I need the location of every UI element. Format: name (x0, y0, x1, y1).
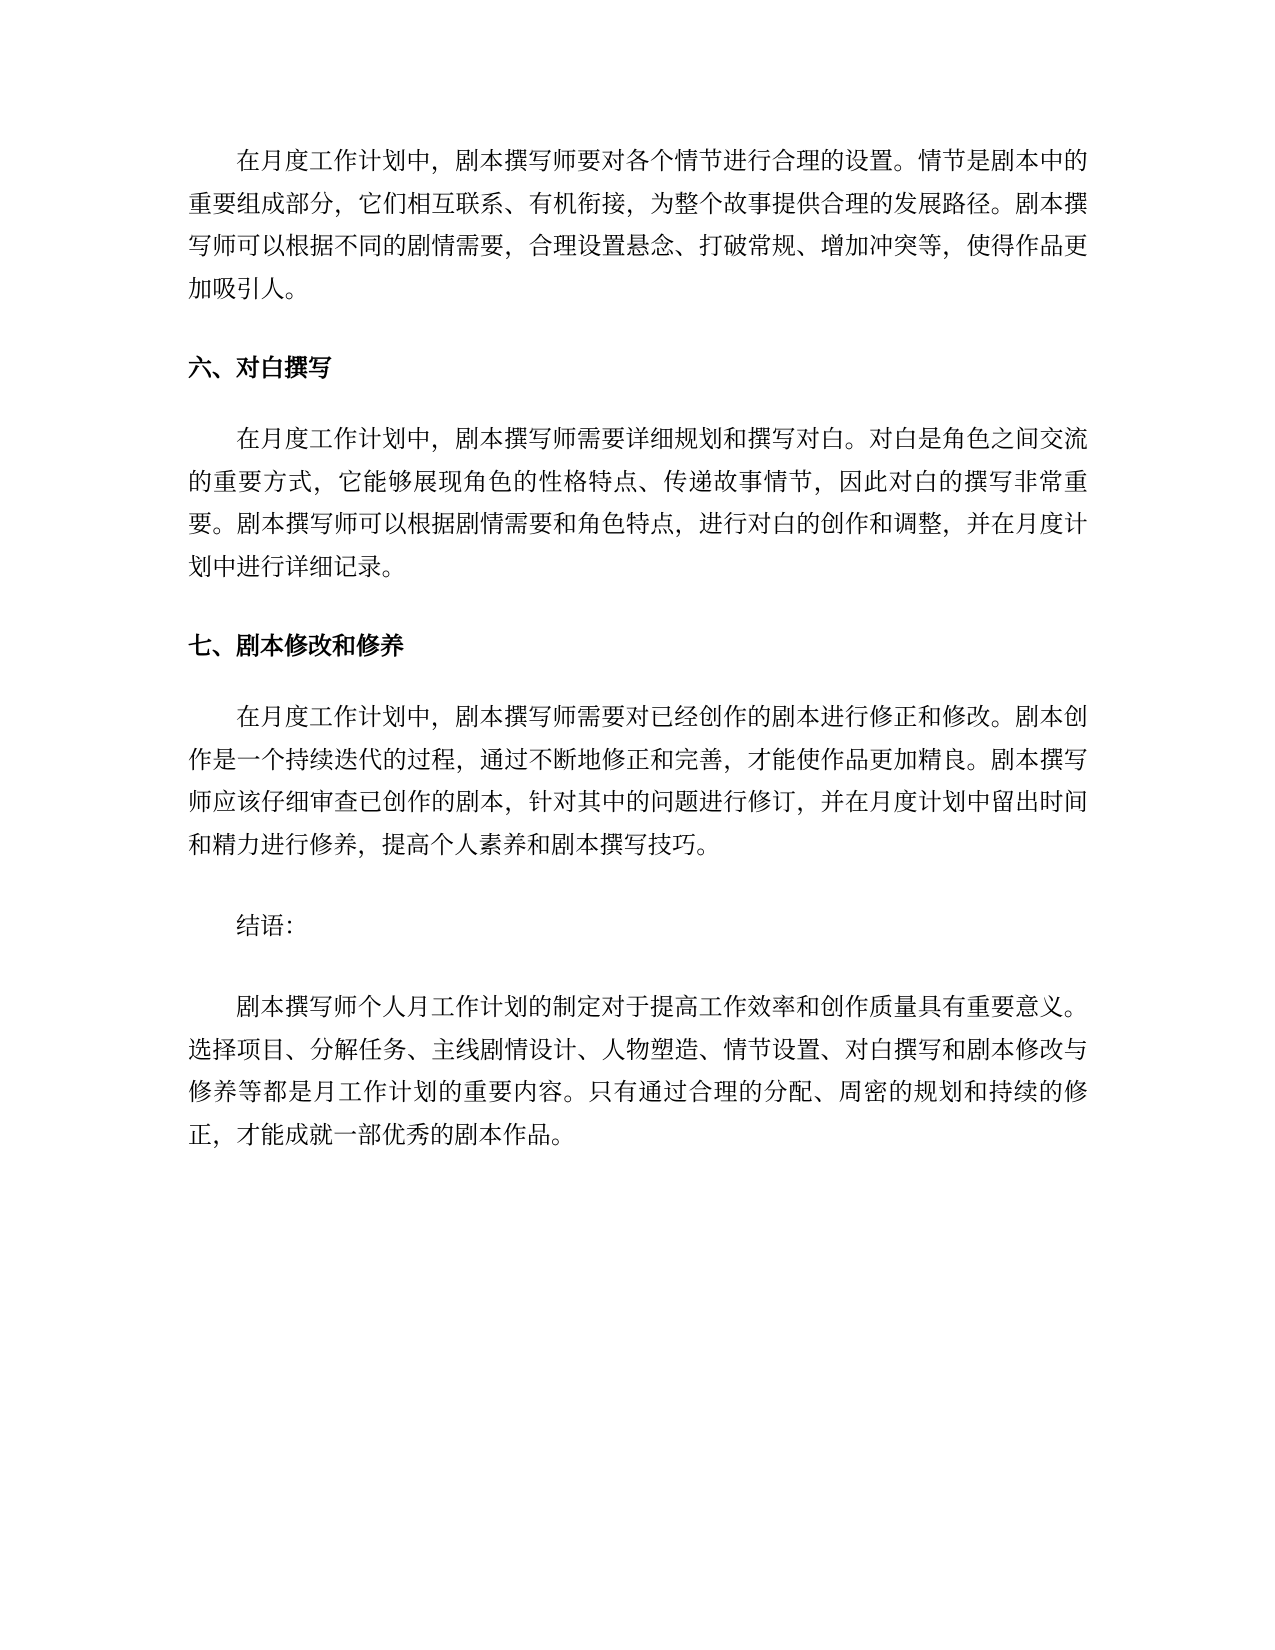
conclusion-paragraph: 剧本撰写师个人月工作计划的制定对于提高工作效率和创作质量具有重要意义。选择项目、分解任务、主线剧情设计、人物塑造、情节设置、对白撰写和剧本修改与修养等都是月工作计划的重要内容。只有通过合理的分配、周密的规划和持续的修正，才能成就一部优秀的剧本作品。 (188, 993, 1088, 1149)
section-paragraph-revision: 在月度工作计划中，剧本撰写师需要对已经创作的剧本进行修正和修改。剧本创作是一个持续迭代的过程，通过不断地修正和完善，才能使作品更加精良。剧本撰写师应该仔细审查已创作的剧本，针对其中的问题进行修订，并在月度计划中留出时间和精力进行修养，提高个人素养和剧本撰写技巧。 (188, 703, 1088, 859)
section-heading-revision: 七、剧本修改和修养 (188, 632, 404, 660)
document-page (188, 140, 1088, 1196)
section-paragraph-dialogue: 在月度工作计划中，剧本撰写师需要详细规划和撰写对白。对白是角色之间交流的重要方式，它能够展现角色的性格特点、传递故事情节，因此对白的撰写非常重要。剧本撰写师可以根据剧情需要和角色特点，进行对白的创作和调整，并在月度计划中进行详细记录。 (188, 425, 1088, 581)
intro-paragraph: 在月度工作计划中，剧本撰写师要对各个情节进行合理的设置。情节是剧本中的重要组成部分，它们相互联系、有机衔接，为整个故事提供合理的发展路径。剧本撰写师可以根据不同的剧情需要，合理设置悬念、打破常规、增加冲突等，使得作品更加吸引人。 (188, 147, 1088, 303)
section-heading-dialogue: 六、对白撰写 (188, 354, 332, 382)
conclusion-label: 结语： (236, 912, 308, 940)
